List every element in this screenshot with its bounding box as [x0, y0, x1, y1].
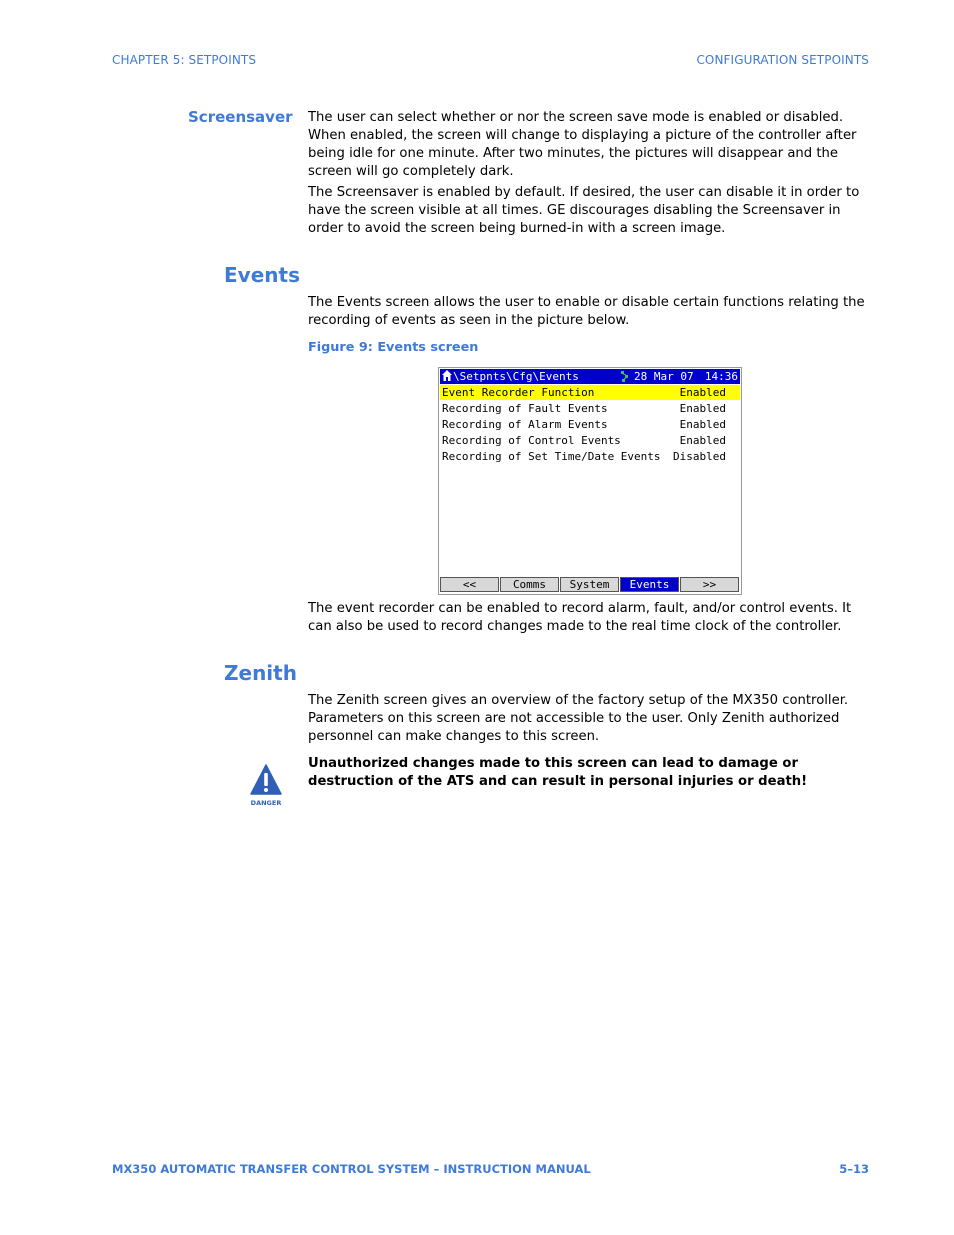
screensaver-paragraph-2: The Screensaver is enabled by default. If desired, the user can disable it in order to have the screen visible at all times. GE discourages disabling the Screensaver in order to avoid the screen being burned-in with a screen image.: [308, 185, 860, 236]
setting-row-control-events[interactable]: [440, 433, 740, 448]
screen-tab-bar: [440, 577, 740, 592]
tab-events[interactable]: Events: [620, 577, 679, 592]
footer-manual-title: MX350 AUTOMATIC TRANSFER CONTROL SYSTEM – INSTRUCTION MANUAL: [112, 1162, 591, 1176]
setting-row-fault-events[interactable]: [440, 401, 740, 416]
events-after-text: [308, 600, 873, 636]
setting-value: Enabled: [679, 402, 726, 415]
zenith-heading: Zenith: [224, 661, 297, 685]
screensaver-paragraph-1: The user can select whether or nor the screen save mode is enabled or disabled. When enabled, the screen will change to displaying a picture of the controller after being idle for one minute. After two minutes, the pictures will disappear and the screen will go completely dark.: [308, 110, 857, 179]
footer-page-number: 5–13: [839, 1162, 869, 1176]
tab-system[interactable]: System: [560, 577, 619, 592]
setting-value: Enabled: [679, 386, 726, 399]
home-icon: [442, 370, 452, 382]
network-icon: [620, 369, 630, 384]
setting-row-alarm-events[interactable]: [440, 417, 740, 432]
danger-warning-icon: [250, 764, 282, 806]
screen-date: 28 Mar 07: [634, 370, 694, 383]
screensaver-heading: Screensaver: [188, 108, 293, 126]
events-screen-figure: [438, 367, 742, 595]
tab-prev[interactable]: <<: [440, 577, 499, 592]
setting-label: Recording of Set Time/Date Events: [442, 450, 661, 463]
events-intro: [308, 294, 873, 330]
screensaver-body: [308, 109, 873, 238]
figure-caption: Figure 9: Events screen: [308, 340, 479, 355]
events-heading: Events: [224, 263, 300, 287]
running-header-chapter: CHAPTER 5: SETPOINTS: [112, 53, 257, 67]
setting-row-settime-events[interactable]: [440, 449, 740, 464]
screen-time: 14:36: [704, 370, 738, 383]
setting-value: Enabled: [679, 434, 726, 447]
zenith-body: [308, 692, 873, 746]
events-after-paragraph: The event recorder can be enabled to record alarm, fault, and/or control events. It can also be used to record changes made to the real time clock of the controller.: [308, 601, 852, 634]
screen-title-bar: [440, 369, 740, 384]
running-header-section: CONFIGURATION SETPOINTS: [696, 53, 869, 67]
warning-triangle-icon: [250, 764, 282, 796]
setting-value: Disabled: [673, 450, 726, 463]
danger-label: DANGER: [250, 799, 282, 807]
tab-comms[interactable]: Comms: [500, 577, 559, 592]
tab-next[interactable]: >>: [680, 577, 739, 592]
setting-label: Event Recorder Function: [442, 386, 595, 399]
events-intro-text: The Events screen allows the user to enable or disable certain functions relating the recording of events as seen in the picture below.: [308, 295, 865, 328]
setting-label: Recording of Alarm Events: [442, 418, 608, 431]
setting-label: Recording of Fault Events: [442, 402, 608, 415]
setting-value: Enabled: [679, 418, 726, 431]
zenith-paragraph: The Zenith screen gives an overview of the factory setup of the MX350 controller. Parameters on this screen are not accessible to the user. Only Zenith authorized personnel can make changes to this screen.: [308, 693, 849, 744]
danger-warning-text: Unauthorized changes made to this screen can lead to damage or destruction of the ATS and can result in personal injuries or death!: [308, 756, 808, 789]
setting-row-event-recorder[interactable]: [440, 385, 740, 400]
screen-path: \Setpnts\Cfg\Events: [453, 370, 579, 383]
setting-label: Recording of Control Events: [442, 434, 621, 447]
